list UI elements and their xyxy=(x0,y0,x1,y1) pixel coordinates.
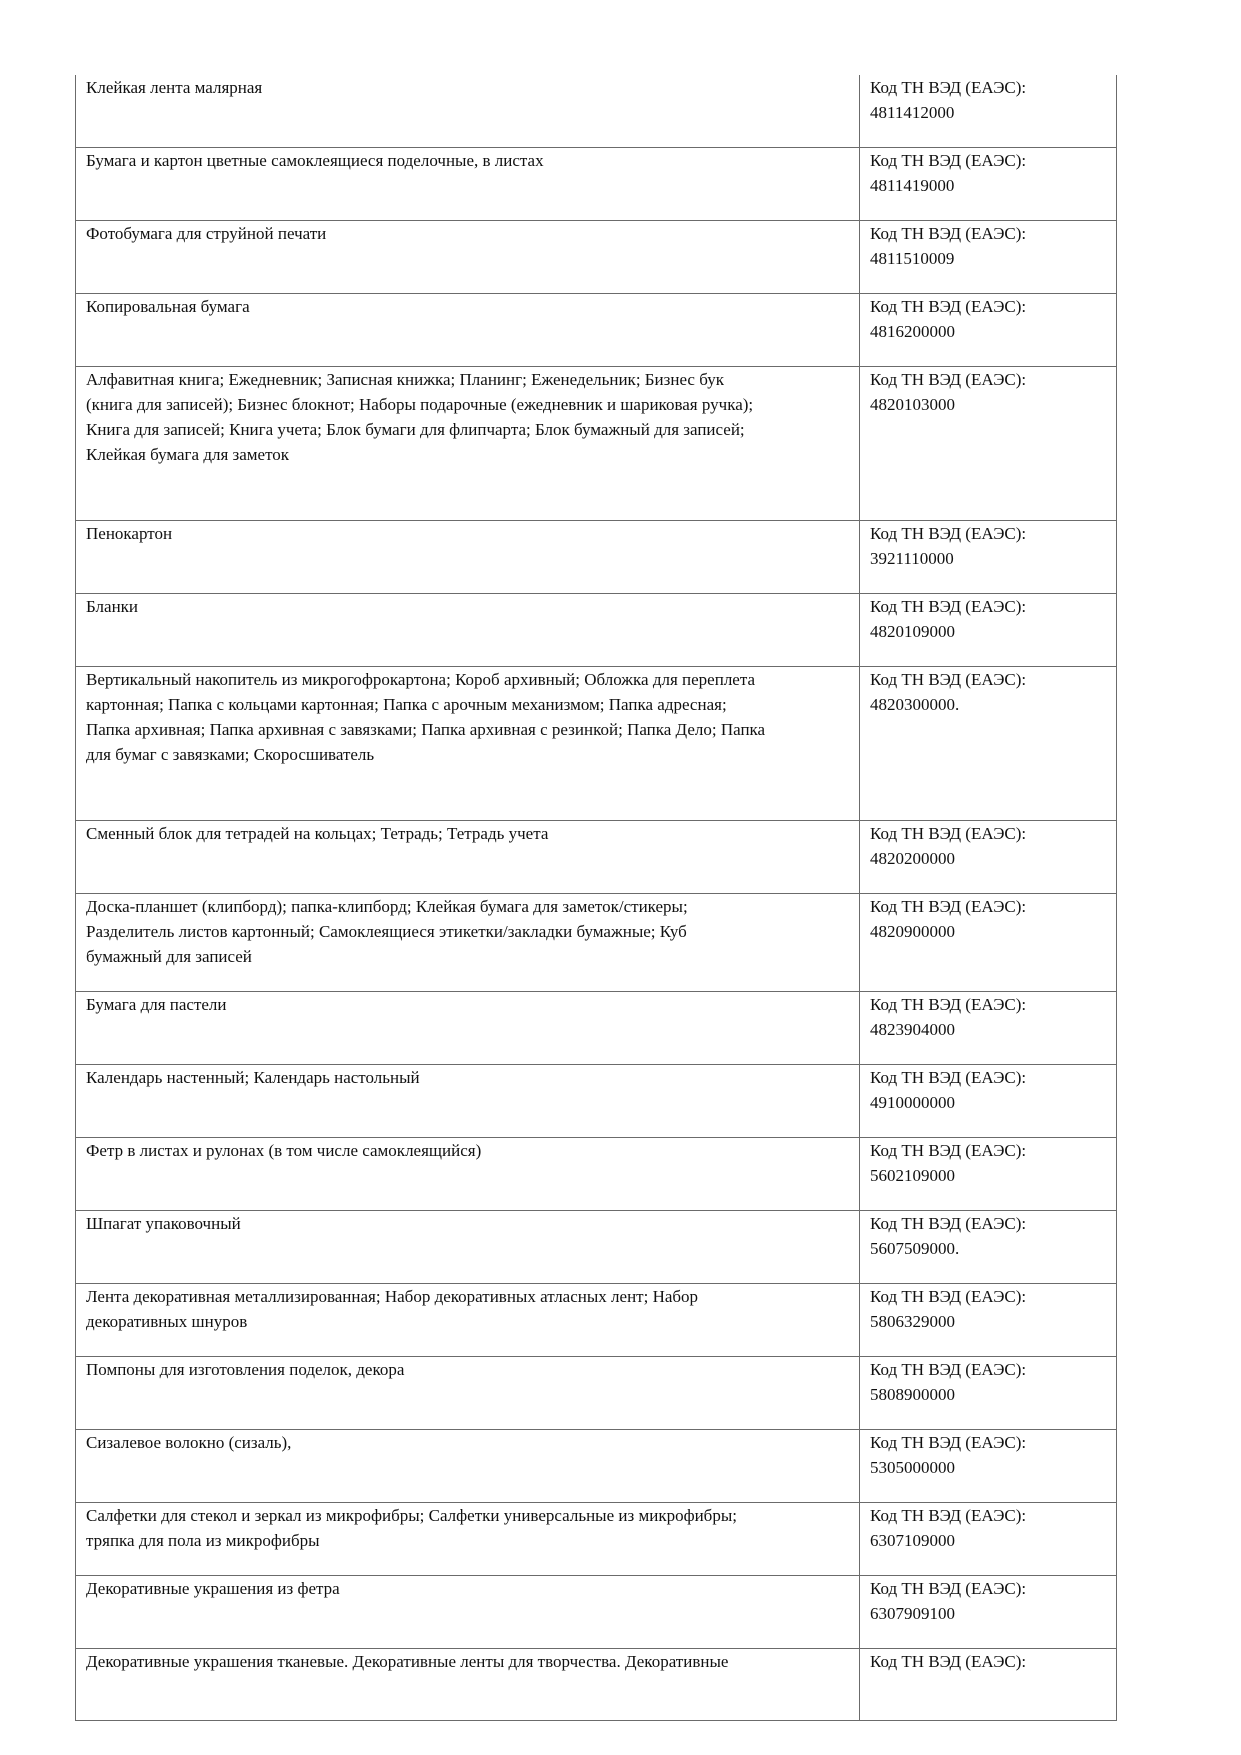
table-row xyxy=(76,1649,1117,1721)
product-description: Декоративные украшения из фетра xyxy=(86,1579,340,1598)
product-description: Бланки xyxy=(86,597,139,616)
product-code-cell xyxy=(860,1211,1117,1284)
product-code: Код ТН ВЭД (ЕАЭС): 3921110000 xyxy=(870,524,1027,568)
product-description-cell xyxy=(76,1649,860,1721)
product-description: Фотобумага для струйной печати xyxy=(86,224,327,243)
product-description-cell xyxy=(76,521,860,594)
product-code: Код ТН ВЭД (ЕАЭС): 4823904000 xyxy=(870,995,1027,1039)
product-description-cell xyxy=(76,1576,860,1649)
product-code: Код ТН ВЭД (ЕАЭС): 6307909100 xyxy=(870,1579,1027,1623)
product-code-cell xyxy=(860,1284,1117,1357)
product-description: Пенокартон xyxy=(86,524,173,543)
product-description: Вертикальный накопитель из микрогофрокартона; Короб архивный; Обложка для переплета картонная; Папка с кольцами картонная; Папка с арочным механизмом; Папка адресная; Папка архивная; Папка архивная с завязками; Папка архивная с резинкой; Папка Дело; Папка для бумаг с завязками; Скоросшиватель xyxy=(86,670,766,764)
table-row xyxy=(76,894,1117,992)
product-code-table xyxy=(75,75,1117,1721)
product-code: Код ТН ВЭД (ЕАЭС): 4811412000 xyxy=(870,78,1027,122)
product-code-cell xyxy=(860,667,1117,821)
product-code: Код ТН ВЭД (ЕАЭС): 5602109000 xyxy=(870,1141,1027,1185)
product-code: Код ТН ВЭД (ЕАЭС): 4820109000 xyxy=(870,597,1027,641)
product-code: Код ТН ВЭД (ЕАЭС): 6307109000 xyxy=(870,1506,1027,1550)
table-row xyxy=(76,1138,1117,1211)
product-description-cell xyxy=(76,992,860,1065)
product-code: Код ТН ВЭД (ЕАЭС): 4811419000 xyxy=(870,151,1027,195)
table-row xyxy=(76,221,1117,294)
product-code: Код ТН ВЭД (ЕАЭС): 4820103000 xyxy=(870,370,1027,414)
product-description: Сменный блок для тетрадей на кольцах; Тетрадь; Тетрадь учета xyxy=(86,824,549,843)
product-code: Код ТН ВЭД (ЕАЭС): 5806329000 xyxy=(870,1287,1027,1331)
product-code: Код ТН ВЭД (ЕАЭС): 4820300000. xyxy=(870,670,1027,714)
product-code: Код ТН ВЭД (ЕАЭС): 4820900000 xyxy=(870,897,1027,941)
product-code: Код ТН ВЭД (ЕАЭС): 4910000000 xyxy=(870,1068,1027,1112)
product-code-cell xyxy=(860,1138,1117,1211)
product-code-cell xyxy=(860,1503,1117,1576)
product-description: Календарь настенный; Календарь настольный xyxy=(86,1068,420,1087)
product-description-cell xyxy=(76,1065,860,1138)
product-code: Код ТН ВЭД (ЕАЭС): 4811510009 xyxy=(870,224,1027,268)
table-row xyxy=(76,992,1117,1065)
product-code-cell xyxy=(860,1430,1117,1503)
product-code-cell xyxy=(860,1065,1117,1138)
table-row xyxy=(76,594,1117,667)
product-description-cell xyxy=(76,894,860,992)
table-row xyxy=(76,148,1117,221)
product-code-cell xyxy=(860,148,1117,221)
product-code: Код ТН ВЭД (ЕАЭС): 4816200000 xyxy=(870,297,1027,341)
product-description: Алфавитная книга; Ежедневник; Записная книжка; Планинг; Еженедельник; Бизнес бук (книга для записей); Бизнес блокнот; Наборы подарочные (ежедневник и шариковая ручка); Книга для записей; Книга учета; Блок бумаги для флипчарта; Блок бумажный для записей; Клейкая бумага для заметок xyxy=(86,370,754,464)
product-description-cell xyxy=(76,1357,860,1430)
product-code-cell xyxy=(860,821,1117,894)
product-description: Сизалевое волокно (сизаль), xyxy=(86,1433,292,1452)
product-description-cell xyxy=(76,294,860,367)
table-row xyxy=(76,75,1117,148)
product-code-cell xyxy=(860,992,1117,1065)
product-code-cell xyxy=(860,221,1117,294)
product-code-cell xyxy=(860,294,1117,367)
product-description-cell xyxy=(76,75,860,148)
product-description: Декоративные украшения тканевые. Декоративные ленты для творчества. Декоративные xyxy=(86,1652,729,1671)
product-code-cell xyxy=(860,75,1117,148)
product-description: Фетр в листах и рулонах (в том числе самоклеящийся) xyxy=(86,1141,482,1160)
product-description: Бумага для пастели xyxy=(86,995,227,1014)
product-description: Доска-планшет (клипборд); папка-клипборд; Клейкая бумага для заметок/стикеры; Разделитель листов картонный; Самоклеящиеся этикетки/закладки бумажные; Куб бумажный для записей xyxy=(86,897,688,966)
table-row xyxy=(76,1065,1117,1138)
table-row xyxy=(76,1430,1117,1503)
product-description: Помпоны для изготовления поделок, декора xyxy=(86,1360,405,1379)
product-code: Код ТН ВЭД (ЕАЭС): xyxy=(870,1652,1027,1671)
table-row xyxy=(76,1211,1117,1284)
table-row xyxy=(76,1576,1117,1649)
product-description-cell xyxy=(76,594,860,667)
product-description-cell xyxy=(76,367,860,521)
product-description-cell xyxy=(76,1138,860,1211)
product-code-cell xyxy=(860,1576,1117,1649)
product-code: Код ТН ВЭД (ЕАЭС): 5607509000. xyxy=(870,1214,1027,1258)
product-description: Копировальная бумага xyxy=(86,297,250,316)
product-code: Код ТН ВЭД (ЕАЭС): 5305000000 xyxy=(870,1433,1027,1477)
product-code-cell xyxy=(860,1357,1117,1430)
product-description-cell xyxy=(76,667,860,821)
table-row xyxy=(76,667,1117,821)
product-description-cell xyxy=(76,1284,860,1357)
product-code: Код ТН ВЭД (ЕАЭС): 4820200000 xyxy=(870,824,1027,868)
product-description-cell xyxy=(76,221,860,294)
product-description-cell xyxy=(76,148,860,221)
table-row xyxy=(76,1503,1117,1576)
product-description-cell xyxy=(76,1211,860,1284)
product-code-cell xyxy=(860,594,1117,667)
table-row xyxy=(76,1284,1117,1357)
table-row xyxy=(76,1357,1117,1430)
product-description-cell xyxy=(76,821,860,894)
product-description: Салфетки для стекол и зеркал из микрофибры; Салфетки универсальные из микрофибры; тряпка для пола из микрофибры xyxy=(86,1506,737,1550)
table-row xyxy=(76,294,1117,367)
table-row xyxy=(76,521,1117,594)
table-row xyxy=(76,367,1117,521)
product-description: Бумага и картон цветные самоклеящиеся поделочные, в листах xyxy=(86,151,544,170)
product-code: Код ТН ВЭД (ЕАЭС): 5808900000 xyxy=(870,1360,1027,1404)
product-description-cell xyxy=(76,1430,860,1503)
product-code-cell xyxy=(860,367,1117,521)
product-description: Шпагат упаковочный xyxy=(86,1214,241,1233)
table-row xyxy=(76,821,1117,894)
product-code-cell xyxy=(860,1649,1117,1721)
product-description-cell xyxy=(76,1503,860,1576)
product-description: Лента декоративная металлизированная; Набор декоративных атласных лент; Набор декоративных шнуров xyxy=(86,1287,699,1331)
product-code-cell xyxy=(860,894,1117,992)
product-description: Клейкая лента малярная xyxy=(86,78,263,97)
product-code-cell xyxy=(860,521,1117,594)
